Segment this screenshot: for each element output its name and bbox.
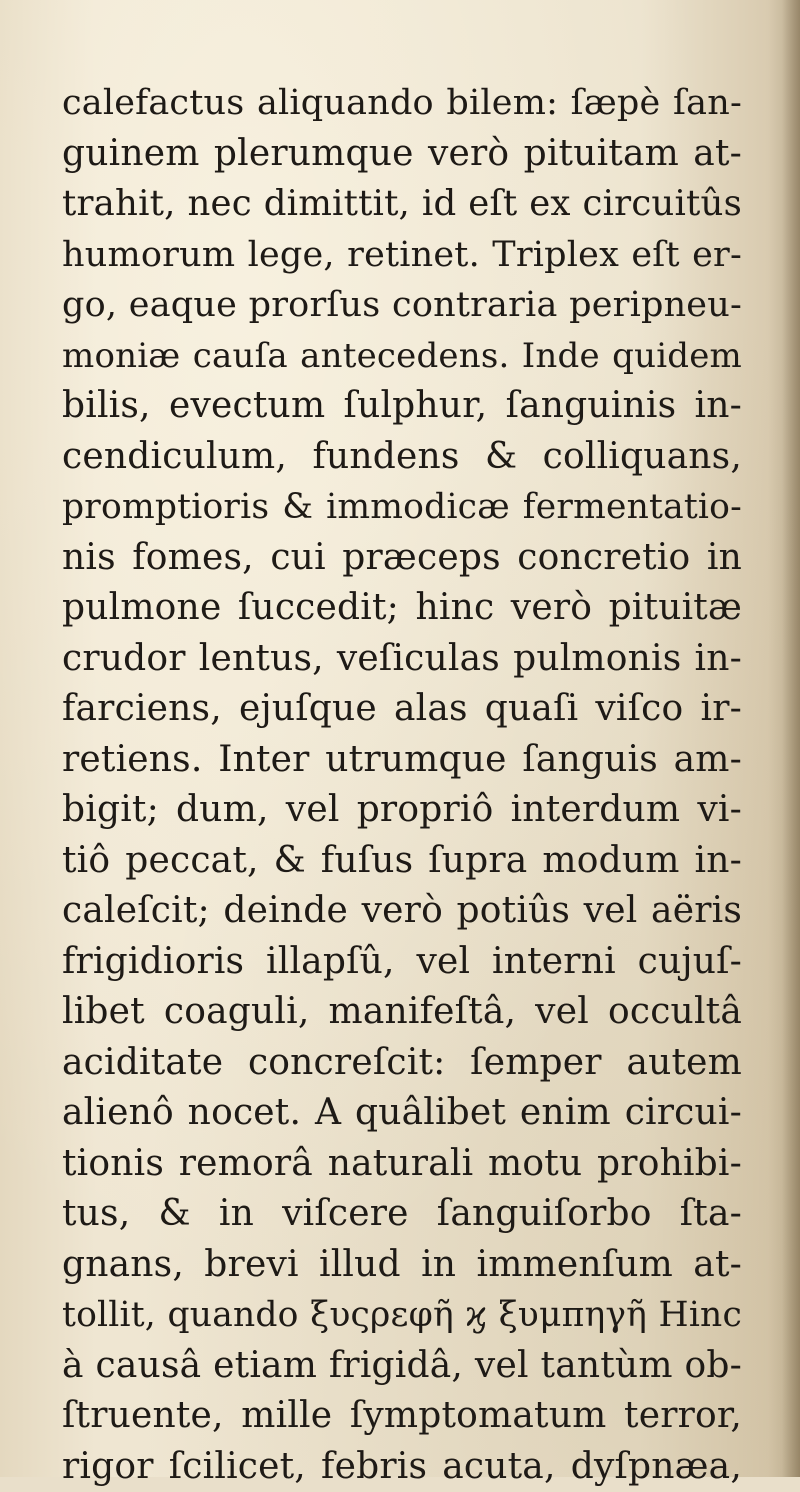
text-line: bilis, evectum ſulphur, ſanguinis in- — [62, 381, 742, 432]
text-line: gnans, brevi illud in immenſum at- — [62, 1240, 742, 1291]
text-line: calefactus aliquando bilem: ſæpè ſan- — [62, 78, 742, 129]
text-line: nis fomes, cui præceps concretio in — [62, 533, 742, 584]
text-line: humorum lege, retinet. Triplex eſt er- — [62, 230, 742, 281]
text-line: tionis remorâ naturali motu prohibi- — [62, 1139, 742, 1190]
text-line: bigit; dum, vel propriô interdum vi- — [62, 785, 742, 836]
text-line: aciditate concreſcit: ſemper autem — [62, 1038, 742, 1089]
text-line: caleſcit; deinde verò potiûs vel aëris — [62, 886, 742, 937]
text-line: rigor ſcilicet, febris acuta, dyſpnæa, — [62, 1442, 742, 1492]
text-line: farciens, ejuſque alas quaſi viſco ir- — [62, 684, 742, 735]
text-line: cendiculum, fundens & colliquans, — [62, 432, 742, 483]
text-line: alienô nocet. A quâlibet enim circui- — [62, 1088, 742, 1139]
text-line: ſtruente, mille ſymptomatum terror, — [62, 1391, 742, 1442]
text-line: frigidioris illapſû, vel interni cujuſ- — [62, 937, 742, 988]
page-gutter-shadow — [782, 0, 800, 1477]
text-line: go, eaque prorſus contraria peripneu- — [62, 280, 742, 331]
text-line: guinem plerumque verò pituitam at- — [62, 129, 742, 180]
text-line: crudor lentus, veſiculas pulmonis in- — [62, 634, 742, 685]
text-line: tiô peccat, & fuſus ſupra modum in- — [62, 836, 742, 887]
text-line: trahit, nec dimittit, id eſt ex circuitûs — [62, 179, 742, 230]
text-line: promptioris & immodicæ fermentatio- — [62, 482, 742, 533]
text-line: à causâ etiam frigidâ, vel tantùm ob- — [62, 1341, 742, 1392]
text-line: tollit, quando ξυςρεφῆ ϗ ξυμπηγῆ Hinc — [62, 1290, 742, 1341]
text-line: pulmone ſuccedit; hinc verò pituitæ — [62, 583, 742, 634]
text-line: retiens. Inter utrumque ſanguis am- — [62, 735, 742, 786]
text-line: libet coaguli, manifeſtâ, vel occultâ — [62, 987, 742, 1038]
text-line: moniæ cauſa antecedens. Inde quidem — [62, 331, 742, 382]
text-line: tus, & in viſcere ſanguiſorbo ſta- — [62, 1189, 742, 1240]
latin-text-body — [62, 78, 742, 1492]
